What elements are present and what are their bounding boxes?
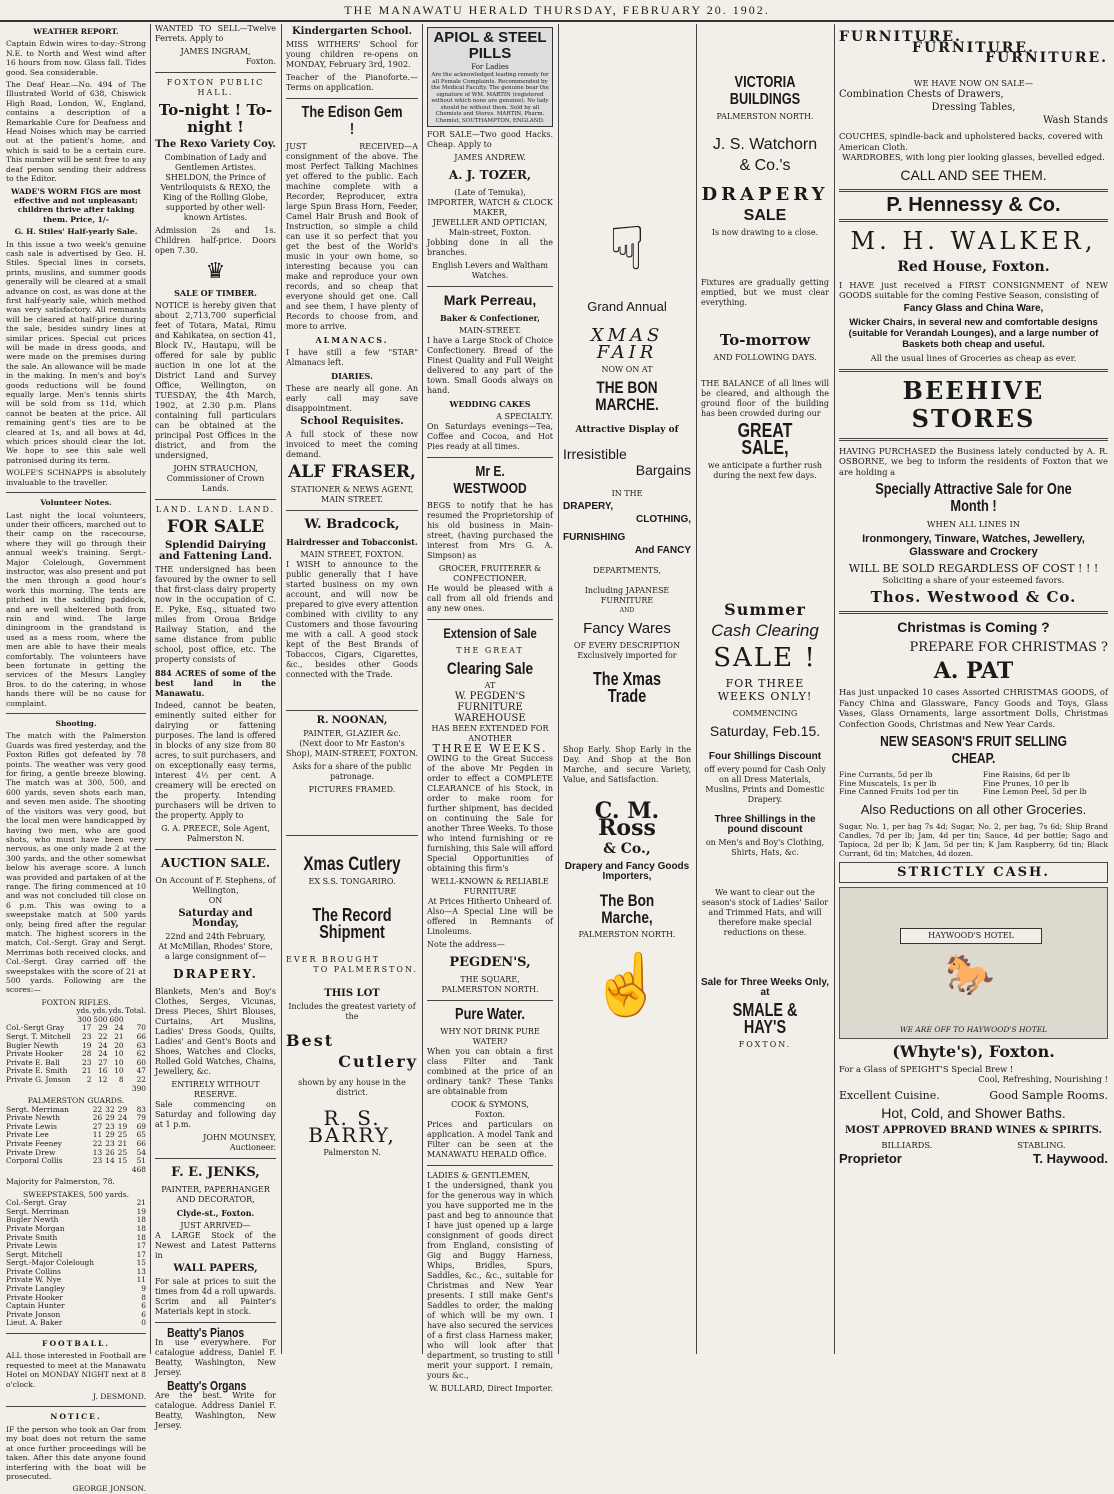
proprietor: Proprietor bbox=[839, 1151, 902, 1167]
importers: Drapery and Fancy Goods Importers, bbox=[564, 861, 690, 882]
column-ads-2 bbox=[151, 24, 280, 1430]
shop-early: Shop Early. Shop Early in the Day. And Shop at the Bon Marche, and secure Variety, Value, and Satisfaction. bbox=[563, 745, 691, 784]
tozer-sub2: IMPORTER, WATCH & CLOCK MAKER, bbox=[427, 198, 553, 217]
noonan-body: (Next door to Mr Easton's Shop), MAIN-STREET, FOXTON. bbox=[286, 739, 418, 758]
and-line: AND bbox=[619, 607, 635, 614]
tozer-address: Main-street, Foxton. bbox=[448, 228, 532, 237]
fruit-heading: NEW SEASON'S FRUIT SELLING CHEAP. bbox=[880, 733, 1067, 767]
table-row: Private Smith 18 bbox=[6, 1232, 146, 1242]
clear-hats: We want to clear out the season's stock of Ladies' Sailor and Trimmed Hats, and will therefore make special reductions on these. bbox=[701, 888, 829, 937]
sale-three-weeks: Sale for Three Weeks Only, at bbox=[701, 977, 830, 998]
fraser-sub: STATIONER & NEWS AGENT, bbox=[290, 485, 414, 494]
table-row: Private Hooker 28 24 10 62 bbox=[6, 1049, 146, 1059]
notice-body: IF the person who took an Oar from my boat does not return the same at once further proceedings will be taken. After this date anyone found interfering with the boat will be prosecuted. bbox=[6, 1424, 146, 1481]
pure-water-heading: Pure Water. bbox=[455, 1006, 525, 1023]
stiles-article: In this issue a two week's genuine cash sale is advertised by Geo. H. Stiles. Special lines in corsets, prints, muslins, and summer goods generally will be cleared at a small advance on cost, as was done at the first half-yearly sale, which method was very satisfactory. All remnants will be cleared at half-price during the sale, besides sundry lines at similar prices. Special cut prices will be made in dress goods, and were made on the premises during the sale. An allowance will be made in the making. In men's and boy's goods reductions will be found equally large. Men's tennis shirts will be sold from ss 11d, which cannot be beaten at the price. All remaining gent's ties are to be cleared at 1s, and all bows at 4d, which prices should clear the lot. We hope to see this sale well patronised during its term. bbox=[6, 239, 146, 465]
jenks-body2: For sale at prices to suit the times from 4d a roll upwards. Scrim and all Painter's Materials kept in stock. bbox=[155, 1277, 276, 1316]
three-weeks-only: FOR THREE WEEKS ONLY! bbox=[717, 677, 813, 703]
table-row: Sergt. Mitchell 17 bbox=[6, 1249, 146, 1259]
victoria-buildings: VICTORIA BUILDINGS bbox=[729, 74, 801, 108]
tozer-sub: (Late of Temuka), bbox=[454, 188, 526, 197]
cool-line: Cool, Refreshing, Nourishing ! bbox=[978, 1074, 1108, 1085]
pegden-body: OWING to the Great Success of the above Mr Pegden in order to effect a COMPLETE CLEARANCE of his Stock, in order to make room for further shipment, has decided on continuing the Sale for another Three Weeks. To those who intend furnishing or re furnishing, this Sale will afford Special Opportunities of obtaining this firm's bbox=[427, 754, 553, 873]
sweepstakes-heading: SWEEPSTAKES, 500 yards. bbox=[22, 1189, 130, 1199]
hall-heading: FOXTON PUBLIC HALL. bbox=[166, 78, 265, 97]
cuisine: Excellent Cuisine. bbox=[839, 1088, 940, 1102]
wallpapers-heading: WALL PAPERS, bbox=[173, 1263, 258, 1274]
table-row: Private E. Smith 21 16 10 47 bbox=[6, 1066, 146, 1076]
xmas-cutlery-heading: Xmas Cutlery bbox=[303, 854, 401, 875]
table-row: Private Newth 26 29 24 79 bbox=[6, 1113, 146, 1123]
fruit-table bbox=[839, 771, 1108, 797]
land-heading: LAND. LAND. LAND. bbox=[155, 505, 276, 514]
three-weeks: THREE WEEKS. bbox=[432, 742, 548, 755]
beehive-body: HAVING PURCHASED the Business lately conducted by A. R. OSBORNE, we beg to inform the residents of Foxton that we are holding a bbox=[839, 445, 1108, 477]
speight-line: For a Glass of SPEIGHT'S Special Brew ! bbox=[839, 1063, 1014, 1074]
balance-body: THE BALANCE of all lines will be cleared, and although the ground floor of the building has been crowded during our bbox=[701, 379, 829, 418]
table-row: Fine Currants, 5d per lb Fine Raisins, 6d per lb bbox=[839, 770, 1070, 779]
stabling: STABLING. bbox=[1017, 1139, 1066, 1150]
wines-line: MOST APPROVED BRAND WINES & SPIRITS. bbox=[845, 1125, 1102, 1137]
record-shipment-heading: The Record Shipment bbox=[312, 905, 392, 942]
every-description: OF EVERY DESCRIPTION bbox=[573, 641, 681, 650]
diaries-body: These are nearly all gone. An early call may save disappointment. bbox=[286, 384, 418, 413]
tongariro: EX S.S. TONGARIRO. bbox=[308, 877, 396, 886]
just-arrived: JUST ARRIVED— bbox=[180, 1221, 251, 1230]
smale-hays: SMALE & HAY'S bbox=[732, 1000, 798, 1037]
drapery-heading: DRAPERY bbox=[701, 184, 829, 205]
watchorn-heading: J. S. Watchorn bbox=[712, 136, 818, 153]
at-line: AT bbox=[484, 681, 496, 690]
departments: DEPARTMENTS, bbox=[592, 566, 661, 575]
prepare-christmas: PREPARE FOR CHRISTMAS ? bbox=[909, 640, 1108, 655]
furnishing-line: FURNISHING bbox=[563, 532, 626, 543]
japanese-furniture: Including JAPANESE FURNITURE bbox=[584, 586, 670, 605]
apat-body: Has just unpacked 10 cases Assorted CHRISTMAS GOODS, of Fancy China and Glassware, Fancy Goods and Toys, Glass Vases, Glass Ornaments, large assortment Dolls, Christmas Confection Goods, Christmas and New Year Cards. bbox=[839, 687, 1108, 729]
deaf-notice: The Deaf Hear.—No. 494 of The Illustrated World of 638, Chiswick High Road, London, W., England, contains a description of a Remarkable Cure for Deafness and Head Noises which may be carried out at the patient's home, and which is said to be a certain cure. This number will be sent free to any deaf person sending their address to the Editor. bbox=[6, 80, 146, 184]
four-body: off every pound for Cash Only on all Dress Materials, Muslins, Prints and Domestic Drapery. bbox=[704, 765, 826, 804]
palmerston-line: PALMERSTON NORTH. bbox=[441, 985, 539, 994]
wicker-chairs: Wicker Chairs, in several new and comfortable designs (suitable for Verandah Lounges), and a large number of Baskets both cheap and useful. bbox=[848, 317, 1099, 350]
foxton-rifles-heading: FOXTON RIFLES. bbox=[41, 997, 111, 1007]
couches-line: COUCHES, spindle-back and upholstered backs, covered with American Cloth. bbox=[839, 131, 1103, 152]
wolfe-ad: WOLFE'S SCHNAPPS is absolutely invaluable to the traveller. bbox=[6, 468, 146, 487]
diaries-heading: DIARIES. bbox=[331, 371, 373, 381]
table-row: Sergt. Merriman 19 bbox=[6, 1206, 146, 1216]
auction-line4: Sale commencing on Saturday and following day at 1 p.m. bbox=[155, 1100, 276, 1129]
beatty-pianos: Beatty's Pianos bbox=[167, 1325, 245, 1340]
notice-signature: GEORGE JONSON. bbox=[72, 1484, 146, 1494]
pointing-hand-icon: ☟ bbox=[608, 214, 646, 284]
westwood-body2: He would be pleased with a call from all old friends and any new ones. bbox=[427, 584, 553, 613]
edison-heading: The Edison Gem ! bbox=[301, 104, 403, 138]
square-line: THE SQUARE, bbox=[460, 975, 520, 984]
apiol-ad bbox=[427, 27, 553, 127]
auction-line2: At McMillan, Rhodes' Store, a large consignment of— bbox=[158, 942, 273, 961]
column-ads-4 bbox=[423, 24, 557, 1393]
tonight-heading: To-night ! To-night ! bbox=[158, 101, 273, 136]
now-on: NOW ON AT bbox=[601, 365, 653, 374]
table-row: Private Hooker 8 bbox=[6, 1292, 146, 1302]
noonan-sub: PAINTER, GLAZIER &c. bbox=[303, 729, 401, 738]
shooting-heading: Shooting. bbox=[55, 719, 97, 729]
ferrets-signature: JAMES INGRAM, bbox=[180, 47, 251, 56]
cash-clearing: Cash Clearing bbox=[711, 621, 819, 640]
furniture-2: FURNITURE. bbox=[912, 39, 1035, 56]
column-bon-marche bbox=[559, 24, 695, 1354]
have-now: WE HAVE NOW ON SALE— bbox=[913, 77, 1034, 88]
table-row: Col.-Sergt Gray 17 29 24 70 bbox=[6, 1023, 146, 1033]
haywood-name: T. Haywood. bbox=[1032, 1151, 1108, 1167]
fancy-line: And FANCY bbox=[634, 545, 691, 556]
bradcock-body: I WISH to announce to the public generally that I have started business on my own account, and will now be prepared to give every attention combined with civility to any Customers and those favouring me with a call. A good stock kept of the Best Brands of Tobaccos, Cigars, Cigarettes, &c., besides other Goods connected with the Trade. bbox=[286, 560, 418, 679]
perreau-sub: Baker & Confectioner, bbox=[440, 313, 540, 323]
walker-heading: M. H. WALKER, bbox=[850, 226, 1097, 255]
football-signature: J. DESMOND. bbox=[93, 1392, 146, 1402]
noonan-heading: R. NOONAN, bbox=[316, 715, 388, 726]
perreau-heading: Mark Perreau, bbox=[443, 292, 537, 308]
four-shillings: Four Shillings Discount bbox=[708, 751, 822, 762]
special-sale: Specially Attractive Sale for One Month ! bbox=[875, 481, 1072, 515]
cook-symons: COOK & SYMONS, bbox=[451, 1100, 529, 1109]
kinder-heading: Kindergarten School. bbox=[291, 26, 413, 37]
almanacs-heading: ALMANACS. bbox=[315, 335, 389, 345]
cuisine-row bbox=[839, 1088, 1108, 1102]
includes: Includes the greatest variety of the bbox=[288, 1002, 416, 1021]
xmas-fair: XMAS FAIR bbox=[590, 325, 664, 363]
shooting-article: The match with the Palmerston Guards was fired yesterday, and the Foxton Rifles got defeated by 78 points. The weather was very good for firing, a gentle breeze blowing. The match was at 300, 500, and 600 yards, seven shots each man, and seven men aside. The shooting of the visitors was very good, but the local men were handicapped by having two men, who are good shots, who must have been very nervous, as one only made 2 at the 300 yards, and the other somewhat below his average score. A lunch was provided and partaken of at the range. The firing commenced at 10 and was not concluded till close on 6 p.m. This was owing to a sweepstake match at 500 yards only, being fired after the regular match. The highest scorers in the match, Col.-Sergt. Gray and Sergt. Merrimas both received clocks, and Col.-Sergt. Gray carried off the sweepstakes with the score of 21 at 500 yards. Following are the scores:— bbox=[6, 731, 146, 995]
column-wide bbox=[835, 24, 1112, 1354]
horses-signature: JAMES ANDREW. bbox=[454, 153, 526, 162]
table-row: Fine Canned Fruits 1od per tin Fine Lemon Peel, 5d per lb bbox=[839, 787, 1087, 797]
drapery-line: DRAPERY, bbox=[563, 501, 614, 512]
shown-line: shown by any house in the district. bbox=[298, 1078, 406, 1097]
dairy-heading: Splendid Dairying and Fattening Land. bbox=[159, 540, 272, 562]
best-heading: Best bbox=[286, 1031, 335, 1050]
acres-body: Indeed, cannot be beaten, eminently suited either for dairying or fattening purposes. The land is offered in blocks of any size from 80 acres, to suit purchasers, and on exceptionally easy terms, interest 4½ per cent. A creamery will be erected on the property. Intending purchasers will be driven to the property. Apply to bbox=[155, 701, 276, 820]
notice-heading: NOTICE. bbox=[50, 1412, 102, 1422]
table-row: Private Feeney 22 23 21 66 bbox=[6, 1138, 146, 1148]
great-sale: GREAT SALE, bbox=[737, 420, 793, 459]
wardrobes-line: WARDROBES, with long pier looking glasses, bevelled edged. bbox=[842, 152, 1105, 162]
table-header-row: 300 500 600 bbox=[77, 1014, 124, 1024]
volunteer-heading: Volunteer Notes. bbox=[40, 498, 112, 508]
dairy-body: THE undersigned has been favoured by the owner to sell that first-class dairy property now in the occupation of C. E. Pyke, Esq., situated two miles from Oroua Bridge Railway Station, and the same distance from public school, post office, etc. The property consists of bbox=[155, 565, 276, 664]
weather-heading: WEATHER REPORT. bbox=[33, 27, 119, 36]
tozer-body: Jobbing done in all the branches. bbox=[427, 238, 553, 257]
following-days: AND FOLLOWING DAYS. bbox=[713, 353, 817, 362]
ladies-signature: W. BULLARD, Direct Importer. bbox=[429, 1384, 553, 1393]
perreau-body2: On Saturdays evenings—Tea, Coffee and Cocoa, and Hot Pies ready at all times. bbox=[427, 422, 553, 451]
foxton: FOXTON. bbox=[738, 1040, 792, 1049]
jenks-sub: PAINTER, PAPERHANGER AND DECORATOR, bbox=[161, 1185, 270, 1204]
ferrets-location: Foxton. bbox=[245, 57, 276, 66]
rexo-heading: The Rexo Variety Coy. bbox=[155, 139, 276, 150]
weather-report: Captain Edwin wires to-day:-Strong N.E. to North and West wind after 16 hours from now. Glass fall. Tides good. Sea considerable. bbox=[6, 39, 146, 77]
sample-rooms: Good Sample Rooms. bbox=[989, 1088, 1108, 1102]
hotel-banner: HAYWOOD'S HOTEL bbox=[900, 928, 1042, 944]
furniture-3: FURNITURE. bbox=[985, 50, 1108, 66]
groceries-line: All the usual lines of Groceries as cheap as ever. bbox=[870, 353, 1077, 363]
coach-illustration bbox=[839, 887, 1108, 1039]
ferrets-ad: WANTED TO SELL—Twelve Ferrets. Apply to bbox=[155, 24, 276, 43]
table-row: Captain Hunter 6 bbox=[6, 1301, 146, 1311]
fixtures-line: Fixtures are gradually getting emptied, but we must clear everything. bbox=[701, 278, 829, 307]
walker-body: I HAVE just received a FIRST CONSIGNMENT of NEW GOODS suitable for the coming Festive Season, consisting of bbox=[839, 279, 1108, 300]
bon-marche-heading: THE BON MARCHE. bbox=[595, 378, 659, 414]
volunteer-article: Last night the local volunteers, under their officers, marched out to their camp on the racecourse, where they will go through their annual week's training. Sergt.-Major Colelough, Government instructor, was also present and put the men through a good hour's work this morning. The tents are pitched in the saddling paddock, and are well sheltered both from rain and wind. The large diningroom in the grandstand is used as a mess room, where the men are able to have their meals comfortably. The volunteers have been fortunate in getting the services of the Messrs Langley Bros. to do the catering, in whose hands there will be no cause for complaint. bbox=[6, 510, 146, 708]
apiol-body: Are the acknowledged leading remedy for all Female Complaints. Recommended by the Medical Faculty. The genuine bear the signature of WM. MARTIN (registered without which none are genuine). No lady should be without them. Sold by all Chemists and Stores. MARTIN, Pharm. Chemist, SOUTHAMPTON, ENGLAND. bbox=[431, 72, 549, 124]
pointing-up-hand-icon: ☝ bbox=[589, 950, 665, 1020]
stiles-heading: G. H. Stiles' Half-yearly Sale. bbox=[14, 227, 138, 237]
sugar-prices: Sugar, No. 1, per bag 7s 4d; Sugar, No. 2, per bag, 7s 6d; Ship Brand Candles, 7d per lb; Jam, 4d per tin; Sauce, 4d per bottle; Sago and Tapioca, 2d per lb; K Jam, 5d per tin; K Jam Raspberry, 6d tin; Black Currant, 6d tin; Matches, 4d dozen. bbox=[839, 821, 1108, 858]
wash-line: Wash Stands bbox=[1043, 115, 1108, 126]
tozer-body2: English Levers and Waltham Watches. bbox=[432, 261, 548, 280]
billiards-row bbox=[839, 1140, 1108, 1151]
table-row: Private Lewis 17 bbox=[6, 1241, 146, 1251]
table-row: Private Lewis 27 23 19 69 bbox=[6, 1121, 146, 1131]
auction-heading: AUCTION SALE. bbox=[160, 856, 271, 870]
strictly-cash: STRICTLY CASH. bbox=[839, 862, 1108, 883]
for-sale-heading: FOR SALE bbox=[166, 517, 265, 537]
irresistible: Irresistible bbox=[563, 446, 627, 462]
lines-list: Ironmongery, Tinware, Watches, Jewellery, Glassware and Crockery bbox=[862, 532, 1085, 558]
almanacs-body: I have still a few "STAR" Almanacs left. bbox=[286, 348, 418, 367]
majority-line: Majority for Palmerston, 78. bbox=[6, 1177, 115, 1187]
dressing-line: Dressing Tables, bbox=[931, 102, 1016, 113]
palmerston-score-table bbox=[6, 1106, 146, 1175]
table-row: Private Morgan 18 bbox=[6, 1223, 146, 1233]
foxton-score-table bbox=[6, 1007, 146, 1093]
regardless: WILL BE SOLD REGARDLESS OF COST ! ! ! bbox=[848, 561, 1099, 575]
table-row: Private Langley 9 bbox=[6, 1284, 146, 1294]
wade-ad: WADE'S WORM FIGS are most effective and not unpleasant; children thrive after taking them. Price, 1/- bbox=[10, 186, 142, 224]
westwood-trade: GROCER, FRUITERER & CONFECTIONER. bbox=[438, 564, 542, 583]
perreau-body: I have a Large Stock of Choice Confectionery. Bread of the Finest Quality and Full Weight delivered to any part of the town. Small Goods always on hand. bbox=[427, 336, 553, 395]
pictures-framed: PICTURES FRAMED. bbox=[308, 785, 396, 794]
kinder-body: MISS WITHERS' School for young children re-opens on MONDAY, February 3rd, 1902. bbox=[286, 40, 418, 69]
sale-date: Saturday, Feb.15. bbox=[709, 723, 821, 739]
horses-ad: FOR SALE—Two good Hacks. Cheap. Apply to bbox=[427, 130, 553, 149]
extended-line: HAS BEEN EXTENDED FOR ANOTHER bbox=[431, 724, 549, 743]
beatty-pianos-body: In use everywhere. For catalogue address, Daniel F. Beatty, Washington, New Jersey. bbox=[155, 1338, 276, 1377]
acres-signature: G. A. PREECE, Sole Agent, Palmerston N. bbox=[161, 824, 270, 843]
westwood-co: Thos. Westwood & Co. bbox=[870, 588, 1077, 606]
perreau-address: MAIN-STREET. bbox=[458, 326, 522, 335]
table-row: Private G. Jonson 2 12 8 22 bbox=[6, 1074, 146, 1084]
table-row: Lieut. A. Baker 0 bbox=[6, 1318, 146, 1328]
to-palmerston: TO PALMERSTON. bbox=[313, 965, 418, 974]
attractive-display: Attractive Display of bbox=[575, 425, 679, 435]
football-notice: ALL those interested in Football are requested to meet at the Manawatu Hotel on MONDAY NIGHT next at 8 o'clock. bbox=[6, 1351, 146, 1389]
reductions: Also Reductions on all other Groceries. bbox=[860, 801, 1087, 817]
fraser-address: MAIN STREET. bbox=[321, 495, 383, 504]
pegden-name: W. PEGDEN'S FURNITURE WAREHOUSE bbox=[454, 691, 526, 724]
acres-line: 884 ACRES of some of the best land in the Manawatu. bbox=[155, 668, 276, 698]
edison-body: JUST RECEIVED—A consignment of the above. The most Perfect Talking Machines yet offered to the public. Each machine complete with a Recorder, Reproducer, extra large Spun Brass Horn, Feeder, Camel Hair Brush and Book of Instruction, so simple a child can use it so perfect that you get the best of the World's music in your own home, so interesting because you can make and reproduce your own records, and so cheap that everyone should get one. Call and see them, I have plenty of Records to choose from, and more to arrive. bbox=[286, 142, 418, 331]
auction-date2: 22nd and 24th February, bbox=[165, 932, 266, 941]
coach-icon: 🐎 bbox=[945, 951, 995, 998]
clearing-sale-heading: Clearing Sale bbox=[446, 659, 534, 678]
barry-address: Palmerston N. bbox=[323, 1148, 381, 1157]
barry-heading: R. S. BARRY, bbox=[308, 1106, 396, 1147]
whytes-heading: (Whyte's), Foxton. bbox=[892, 1041, 1055, 1061]
call-see: CALL AND SEE THEM. bbox=[900, 166, 1047, 183]
baths-line: Hot, Cold, and Shower Baths. bbox=[881, 1105, 1066, 1122]
table-row: Private Lee 11 29 25 65 bbox=[6, 1130, 146, 1140]
table-row: Fine Muscatels, 1s per lb Fine Prunes, 10 per lb bbox=[839, 778, 1069, 788]
auction-date: Saturday and Monday, bbox=[178, 908, 253, 929]
bradcock-heading: W. Bradcock, bbox=[304, 517, 400, 532]
three-shillings: Three Shillings in the pound discount bbox=[714, 814, 816, 835]
table-row: Col.-Sergt. Gray 21 bbox=[6, 1198, 146, 1208]
palmerston-north: PALMERSTON NORTH. bbox=[578, 930, 676, 939]
note-address: Note the address— bbox=[427, 940, 505, 949]
westwood-heading: Mr E. WESTWOOD bbox=[453, 463, 527, 497]
table-row: Sergt.-Major Colelough 15 bbox=[6, 1258, 146, 1268]
tomorrow-heading: To-morrow bbox=[719, 331, 811, 349]
jenks-body: A LARGE Stock of the Newest and Latest Patterns in bbox=[155, 1231, 276, 1260]
tozer-heading: A. J. TOZER, bbox=[448, 168, 532, 182]
table-row: Private Collins 13 bbox=[6, 1266, 146, 1276]
sweepstakes-table bbox=[6, 1199, 146, 1328]
fancy-glass: Fancy Glass and China Ware, bbox=[903, 302, 1044, 314]
exclusive-line: Exclusively imported for bbox=[577, 651, 677, 660]
auction-on: ON bbox=[208, 896, 223, 905]
christmas-coming: Christmas is Coming ? bbox=[897, 619, 1050, 635]
in-the: IN THE bbox=[611, 489, 643, 498]
victoria-palmerston: PALMERSTON NORTH. bbox=[716, 112, 814, 121]
beatty-organs: Beatty's Organs bbox=[167, 1378, 247, 1393]
ever-brought: EVER BROUGHT bbox=[286, 955, 380, 964]
reserve-line: ENTIRELY WITHOUT RESERVE. bbox=[171, 1080, 260, 1099]
clothing-line: CLOTHING, bbox=[636, 514, 691, 525]
bargains: Bargains bbox=[635, 462, 691, 478]
beehive-heading: BEEHIVE STORES bbox=[902, 375, 1045, 433]
bradcock-sub: Hairdresser and Tobacconist. bbox=[286, 537, 418, 547]
column-news bbox=[2, 24, 150, 1494]
off-to-line: WE ARE OFF TO HAYWOOD'S HOTEL bbox=[899, 1025, 1048, 1035]
rush-line: we anticipate a further rush during the next few days. bbox=[707, 461, 823, 480]
westwood-body: BEGS to notify that he has resumed the Proprietorship of his old business in Main-street, (having purchased the interest from Mrs G. A. Simpson) as bbox=[427, 501, 553, 560]
specialty: A SPECIALTY. bbox=[496, 412, 553, 421]
apat-heading: A. PAT bbox=[933, 658, 1014, 684]
fancy-wares: Fancy Wares bbox=[583, 620, 671, 637]
cutlery-heading: Cutlery bbox=[338, 1052, 418, 1071]
pegdens-heading: PEGDEN'S, bbox=[449, 955, 531, 970]
bon-marche-2: The Bon Marche, bbox=[599, 891, 655, 927]
three-body: on Men's and Boy's Clothing, Shirts, Hats, &c. bbox=[705, 838, 825, 857]
ross-heading: C. M. Ross bbox=[594, 798, 660, 841]
timber-heading: SALE OF TIMBER. bbox=[174, 288, 257, 298]
cook-address: Foxton. bbox=[474, 1110, 506, 1119]
football-heading: FOOTBALL. bbox=[42, 1339, 110, 1349]
column-ads-3 bbox=[282, 24, 422, 1354]
jenks-heading: F. E. JENKS, bbox=[171, 1165, 260, 1180]
jenks-address: Clyde-st., Foxton. bbox=[176, 1208, 255, 1218]
school-body: A full stock of these now invoiced to meet the coming demand. bbox=[286, 430, 418, 459]
soliciting: Soliciting a share of your esteemed favors. bbox=[882, 574, 1065, 585]
auction-signature: JOHN MOUNSEY, Auctioneer. bbox=[203, 1133, 276, 1152]
timber-body: NOTICE is hereby given that about 2,713,700 superficial feet of Totara, Matai, Rimu and Kahikatea, on section 41, Block IV., Hautapu, will be offered for sale by public auction in one lot at the District Land and Survey Office, Wellington, on TUESDAY, the 4th March, 1902, at 2.30 p.m. Plans containing full particulars can be obtained at the principal Post Offices in the district, and from the undersigned, bbox=[155, 301, 276, 460]
table-row: Private Jonson 6 bbox=[6, 1309, 146, 1319]
auction-items: Blankets, Men's and Boy's Clothes, Serges, Vicunas, Dress Pieces, Shirt Blouses, Curtains, Art Muslins, Ladies' Dress Goods, Quilts, Ladies' and Gent's Boots and Shoes, Watches and Clocks, Rolled Gold Watches, Chains, Jewellery, &c. bbox=[155, 987, 276, 1076]
ladies-body: I the undersigned, thank you for the generous way in which you have supported me in the past and beg to announce that I have just opened up a large consignment of goods direct from England, consisting of Gig and Buggy Harness, Whips, Bridles, Spurs, Saddles, &c., &c., suitable for Christmas and New Year presents. I still make Gent's Saddles to order, the making of which will be my own. I have also secured the services of a first class Harness maker, who will look after that department, so trusting to still merit your support. I remain, yours &c., bbox=[427, 1181, 553, 1380]
apiol-heading: APIOL & STEEL PILLS bbox=[433, 29, 547, 62]
table-row: Sergt. Merriman 22 32 29 83 bbox=[6, 1104, 146, 1114]
billiards: BILLIARDS. bbox=[881, 1139, 933, 1150]
watchorn-co: & Co.'s bbox=[739, 157, 791, 174]
furniture-1: FURNITURE. bbox=[839, 29, 962, 45]
sale-heading: SALE bbox=[743, 207, 787, 224]
this-lot: THIS LOT bbox=[324, 988, 380, 999]
table-row: Private W. Nye 11 bbox=[6, 1275, 146, 1285]
table-header-row: yds. yds. yds. Total. bbox=[76, 1006, 146, 1016]
tozer-sub3: JEWELLER AND OPTICIAN, bbox=[432, 218, 548, 227]
table-row: Bugler Newth 18 bbox=[6, 1215, 146, 1225]
extension-heading: Extension of Sale bbox=[443, 625, 537, 641]
bradcock-address: MAIN STREET, FOXTON. bbox=[300, 550, 404, 559]
rexo-sub: Combination of Lady and Gentlemen Artistes. bbox=[164, 153, 267, 172]
the-great: THE GREAT bbox=[456, 646, 524, 655]
sale-big: SALE ! bbox=[713, 643, 817, 673]
red-house: Red House, Foxton. bbox=[897, 258, 1050, 275]
table-row: Private Drew 13 26 25 54 bbox=[6, 1147, 146, 1157]
table-row: Corporal Collis 23 14 15 51 bbox=[6, 1156, 146, 1166]
timber-signature: JOHN STRAUCHON, Commissioner of Crown Lands. bbox=[166, 464, 265, 493]
closing-line: Is now drawing to a close. bbox=[711, 228, 819, 237]
beatty-organs-body: Are the best. Write for catalogue. Address Daniel F. Beatty, Washington, New Jersey. bbox=[155, 1391, 276, 1430]
kinder-body2: Teacher of the Pianoforte.—Terms on application. bbox=[286, 73, 418, 92]
xmas-trade-heading: The Xmas Trade bbox=[592, 669, 662, 706]
wedding-cakes: WEDDING CAKES bbox=[449, 399, 531, 409]
masthead: THE MANAWATU HERALD THURSDAY, FEBRUARY 20. 1902. bbox=[0, 0, 1114, 22]
summer-heading: Summer bbox=[724, 600, 806, 619]
fraser-heading: ALF FRASER, bbox=[288, 462, 416, 482]
when-all-lines: WHEN ALL LINES IN bbox=[926, 519, 1021, 529]
table-row: Sergt. T. Mitchell 23 22 21 66 bbox=[6, 1032, 146, 1041]
total-row: 468 bbox=[131, 1164, 146, 1174]
prices-line: At Prices Hitherto Unheard of. bbox=[427, 897, 553, 906]
grand-annual: Grand Annual bbox=[587, 299, 667, 314]
auction-line1: On Account of F. Stephens, of Wellington, bbox=[155, 876, 276, 895]
table-row: Private E. Ball 23 27 10 60 bbox=[6, 1057, 146, 1067]
water-question: WHY NOT DRINK PURE WATER? bbox=[440, 1027, 540, 1046]
total-row: 390 bbox=[131, 1083, 146, 1093]
lino-line: Also—A Special Line will be offered in Remnants of Linoleums. bbox=[427, 907, 553, 936]
table-row: Bugler Newth 19 24 20 63 bbox=[6, 1040, 146, 1050]
admission: Admission 2s and 1s. Children half-price. Doors open 7.30. bbox=[155, 226, 276, 255]
ladies-heading: LADIES & GENTLEMEN, bbox=[427, 1171, 530, 1180]
palmerston-guards-heading: PALMERSTON GUARDS. bbox=[27, 1096, 125, 1106]
hennessy-heading: P. Hennessy & Co. bbox=[886, 193, 1061, 216]
apiol-sub: For Ladies bbox=[471, 63, 509, 71]
column-drapery bbox=[697, 24, 833, 1354]
chests-line: Combination Chests of Drawers, bbox=[839, 89, 1004, 100]
crest-icon: ♛ bbox=[205, 259, 226, 284]
water-body: When you can obtain a first class Filter and Tank combined at the price of an ordinary tank? These Tanks are obtainable from bbox=[427, 1047, 553, 1096]
rexo-body: SHELDON, the Prince of Ventriloquists & REXO, the King of the Rolling Globe, supported by other well-known Artistes. bbox=[160, 173, 271, 222]
commencing: COMMENCING bbox=[732, 709, 798, 718]
water-body2: Prices and particulars on application. A model Tank and Filter can be seen at the MANAWATU HERALD Office. bbox=[427, 1120, 553, 1159]
school-heading: School Requisites. bbox=[300, 416, 404, 427]
noonan-body2: Asks for a share of the public patronage. bbox=[292, 762, 412, 781]
proprietor-row bbox=[839, 1151, 1108, 1167]
ross-co: & Co., bbox=[603, 841, 651, 857]
well-known: WELL-KNOWN & RELIABLE FURNITURE bbox=[431, 877, 549, 896]
drapery-heading: DRAPERY. bbox=[173, 967, 258, 981]
